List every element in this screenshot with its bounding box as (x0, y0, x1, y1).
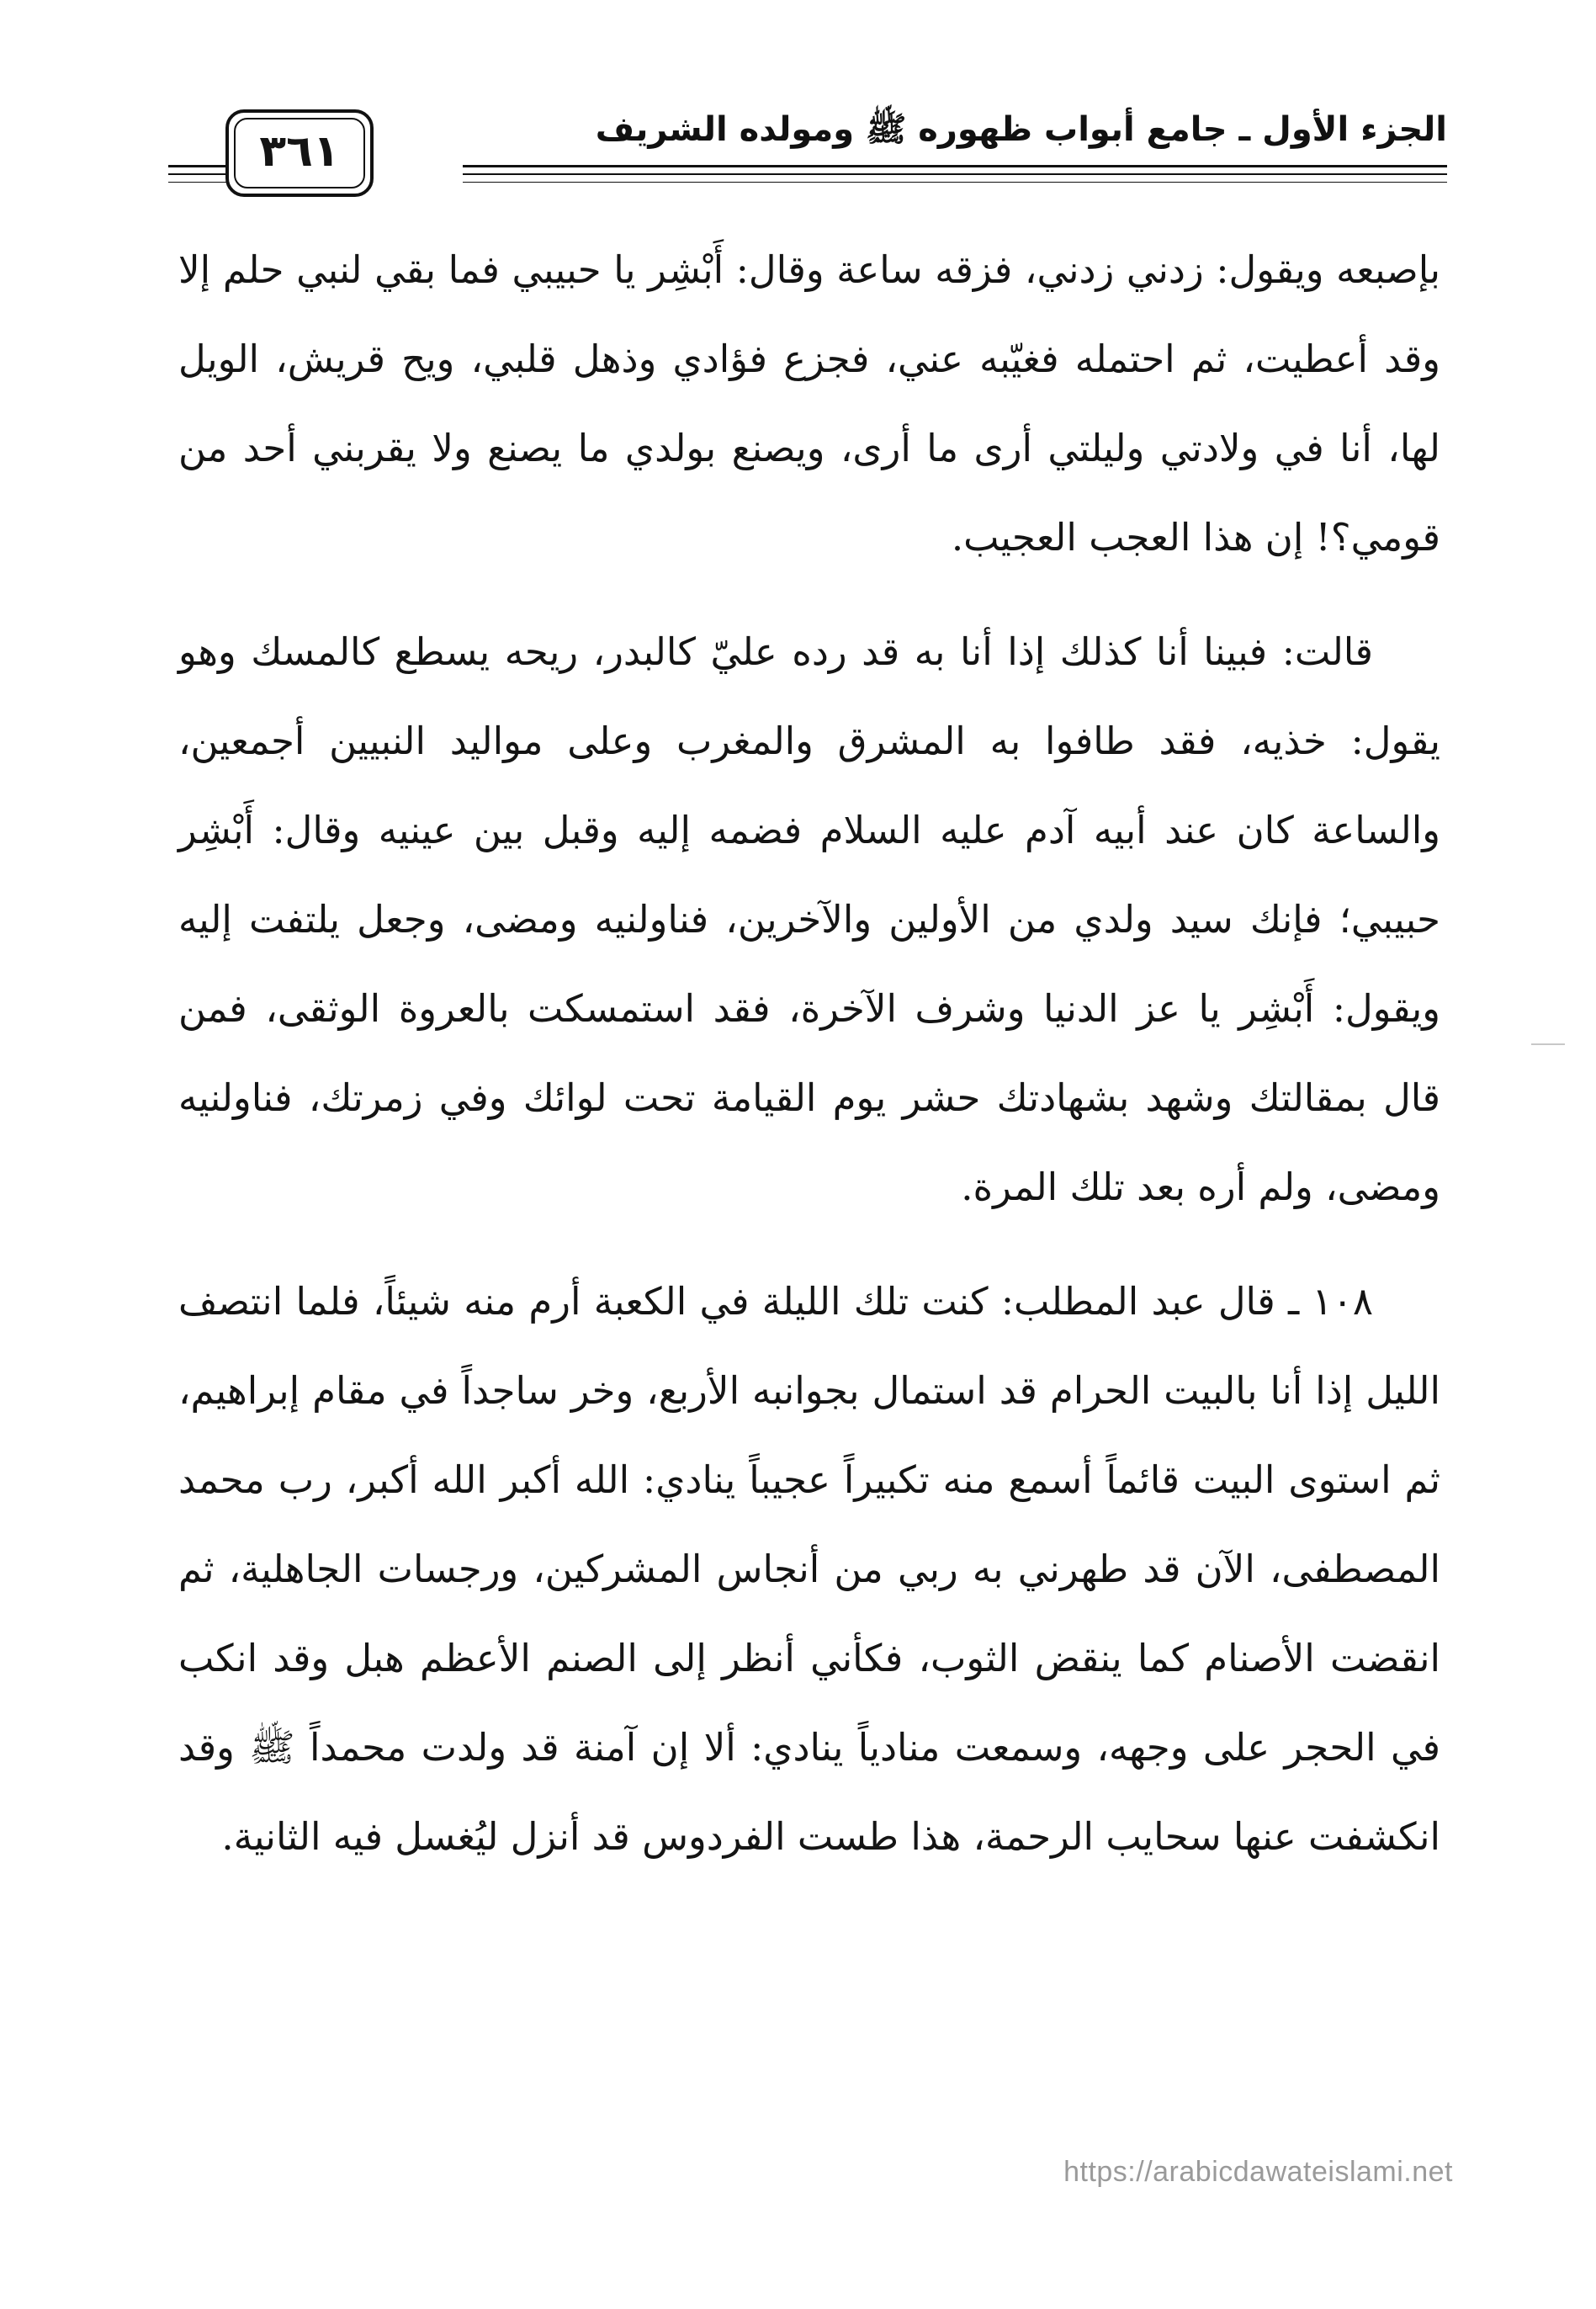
paragraph: بإصبعه ويقول: زدني زدني، فزقه ساعة وقال: أَبْشِر يا حبيبي فما بقي لنبي حلم إلا وقد أعطيت، ثم احتمله فغيّبه عني، فجزع فؤادي وذهل قلبي، ويح قريش، الويل لها، أنا في ولادتي وليلتي أرى ما أرى، ويصنع بولدي ما يصنع ولا يقربني أحد من قومي؟! إن هذا العجب العجيب. (178, 247, 1440, 560)
scan-edge-mark (1531, 1043, 1565, 1045)
running-title: الجزء الأول ـ جامع أبواب ظهوره ﷺ ومولده الشريف (595, 110, 1447, 149)
page-number-frame (225, 109, 374, 197)
header-rule (168, 165, 227, 167)
header-rule (463, 182, 1447, 183)
header-rule (463, 165, 1447, 167)
header-rule (168, 182, 227, 183)
header-rule (168, 173, 227, 175)
page-header (168, 101, 1447, 202)
main-text (178, 226, 1440, 1907)
paragraph: قالت: فبينا أنا كذلك إذا أنا به قد رده عليّ كالبدر، ريحه يسطع كالمسك وهو يقول: خذيه، فقد طافوا به المشرق والمغرب وعلى مواليد النبيين أجمعين، والساعة كان عند أبيه آدم عليه السلام فضمه إليه وقبل بين عينيه وقال: أَبْشِر حبيبي؛ فإنك سيد ولدي من الأولين والآخرين، فناولنيه ومضى، وجعل يلتفت إليه ويقول: أَبْشِر يا عز الدنيا وشرف الآخرة، فقد استمسكت بالعروة الوثقى، فمن قال بمقالتك وشهد بشهادتك حشر يوم القيامة تحت لوائك وفي زمرتك، فناولنيه ومضى، ولم أره بعد تلك المرة. (178, 629, 1440, 1209)
paragraph: ١٠٨ ـ قال عبد المطلب: كنت تلك الليلة في الكعبة أرم منه شيئاً، فلما انتصف الليل إذا أنا بالبيت الحرام قد استمال بجوانبه الأربع، وخر ساجداً في مقام إبراهيم، ثم استوى البيت قائماً أسمع منه تكبيراً عجيباً ينادي: الله أكبر الله أكبر، رب محمد المصطفى، الآن قد طهرني به ربي من أنجاس المشركين، ورجسات الجاهلية، ثم انقضت الأصنام كما ينقض الثوب، فكأني أنظر إلى الصنم الأعظم هبل وقد انكب في الحجر على وجهه، وسمعت منادياً ينادي: ألا إن آمنة قد ولدت محمداً ﷺ وقد انكشفت عنها سحايب الرحمة، هذا طست الفردوس قد أنزل ليُغسل فيه الثانية. (178, 1279, 1440, 1859)
header-rule (463, 173, 1447, 175)
watermark-url: https://arabicdawateislami.net (1063, 2156, 1453, 2188)
page-number: ٣٦١ (259, 126, 340, 177)
